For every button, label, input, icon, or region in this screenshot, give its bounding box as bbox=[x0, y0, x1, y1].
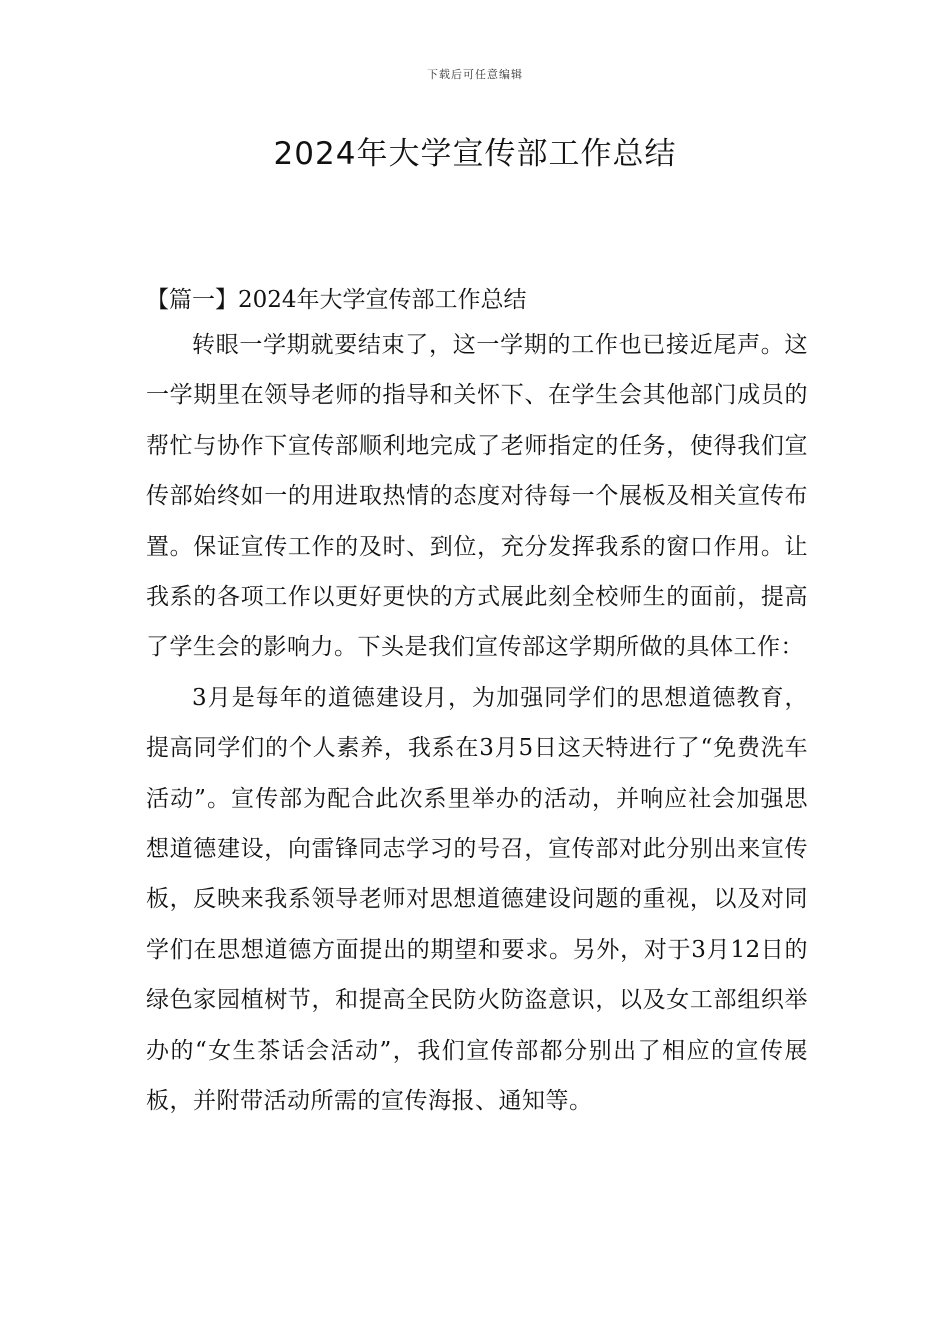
paragraph-1: 转眼一学期就要结束了，这一学期的工作也已接近尾声。这一学期里在领导老师的指导和关怀下、在学生会其他部门成员的帮忙与协作下宣传部顺利地完成了老师指定的任务，使得我们宣传部始终如一的用进取热情的态度对待每一个展板及相关宣传布置。保证宣传工作的及时、到位，充分发挥我系的窗口作用。让我系的各项工作以更好更快的方式展此刻全校师生的面前，提高了学生会的影响力。下头是我们宣传部这学期所做的具体工作： bbox=[146, 332, 808, 661]
section-heading: 【篇一】2024年大学宣传部工作总结 bbox=[146, 287, 527, 313]
header-note: 下载后可任意编辑 bbox=[427, 68, 523, 81]
document-title: 2024年大学宣传部工作总结 bbox=[273, 136, 677, 172]
document-body bbox=[146, 280, 808, 1127]
paragraph-2: 3月是每年的道德建设月，为加强同学们的思想道德教育，提高同学们的个人素养，我系在3月5日这天特进行了“免费洗车活动”。宣传部为配合此次系里举办的活动，并响应社会加强思想道德建设，向雷锋同志学习的号召，宣传部对此分别出来宣传板，反映来我系领导老师对思想道德建设问题的重视，以及对同学们在思想道德方面提出的期望和要求。另外，对于3月12日的绿色家园植树节，和提高全民防火防盗意识，以及女工部组织举办的“女生茶话会活动”，我们宣传部都分别出了相应的宣传展板，并附带活动所需的宣传海报、通知等。 bbox=[146, 684, 808, 1115]
